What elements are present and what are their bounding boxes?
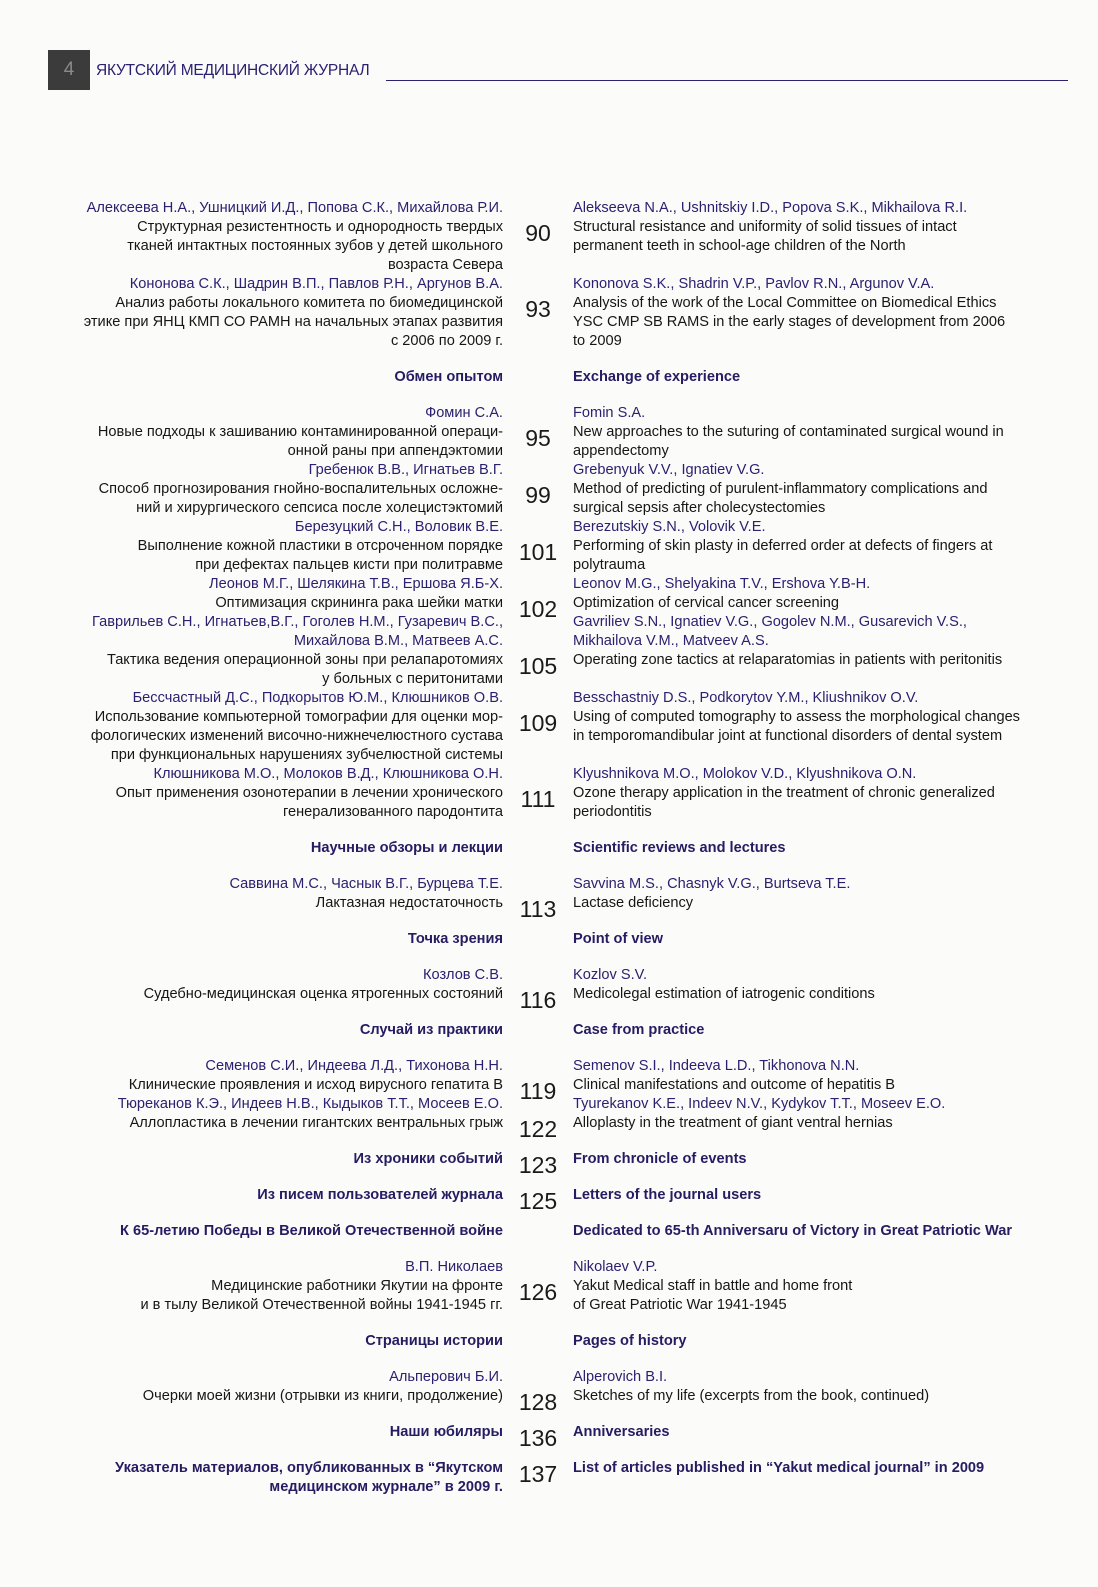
page-ref: 95 (525, 425, 551, 451)
en-heading: Case from practice (573, 1022, 705, 1038)
ru-authors: В.П. Николаев (405, 1259, 503, 1275)
page-number: 4 (48, 50, 90, 90)
en-authors: Nikolaev V.P. (573, 1259, 658, 1275)
page-ref: 111 (520, 786, 556, 812)
ru-authors: Гребенюк В.В., Игнатьев В.Г. (308, 462, 503, 478)
ru-authors: Клюшникова М.О., Молоков В.Д., Клюшникова О.Н. (153, 766, 503, 782)
en-authors: Berezutskiy S.N., Volovik V.E. (573, 519, 766, 535)
page-ref (503, 374, 573, 393)
ru-heading: Наши юбиляры (389, 1424, 503, 1440)
section-heading-row (48, 1423, 1068, 1451)
ru-title: Оптимизация скрининга рака шейки матки (215, 595, 503, 611)
ru-heading: медицинском журнале” в 2009 г. (269, 1479, 503, 1495)
ru-authors: Альперович Б.И. (389, 1369, 503, 1385)
en-title (573, 256, 1068, 275)
section-heading-row (48, 1222, 1068, 1241)
en-heading: List of articles published in “Yakut medical journal” in 2009 (573, 1460, 985, 1476)
ru-title: этике при ЯНЦ КМП СО РАМН на начальных этапах развития (83, 314, 503, 330)
section-heading-row (48, 930, 1068, 949)
ru-title: фологических изменений височно-нижнечелюстного сустава (90, 728, 503, 744)
authors-row (48, 966, 1068, 985)
en-authors: Fomin S.A. (573, 405, 646, 421)
ru-title: при дефектах пальцев кисти при политравме (195, 557, 503, 573)
ru-authors: Семенов С.И., Индеева Л.Д., Тихонова Н.Н. (205, 1058, 503, 1074)
en-title: New approaches to the suturing of contaminated surgical wound in (573, 424, 1004, 440)
en-authors: Grebenyuk V.V., Ignatiev V.G. (573, 462, 765, 478)
page-ref (503, 1228, 573, 1247)
section-heading-row (48, 368, 1068, 387)
ru-title: Выполнение кожной пластики в отсроченном порядке (137, 538, 503, 554)
page-ref (503, 1484, 573, 1503)
en-title (573, 746, 1068, 765)
ru-authors: Козлов С.В. (423, 967, 503, 983)
page-ref: 126 (518, 1279, 558, 1305)
ru-heading: Случай из практики (359, 1022, 503, 1038)
authors-row (48, 875, 1068, 894)
page-ref (503, 262, 573, 281)
en-authors: Mikhailova V.M., Matveev A.S. (573, 633, 769, 649)
en-authors: Savvina M.S., Chasnyk V.G., Burtseva T.E. (573, 876, 851, 892)
ru-title: у больных с перитонитами (322, 671, 503, 687)
page-ref (503, 619, 573, 638)
ru-authors: Алексеева Н.А., Ушницкий И.Д., Попова С.К., Михайлова Р.И. (86, 200, 503, 216)
ru-title: генерализованного пародонтита (282, 804, 503, 820)
en-title: periodontitis (573, 804, 652, 820)
page-ref: 116 (519, 987, 557, 1013)
header-rule (386, 80, 1068, 81)
page-ref: 99 (525, 482, 551, 508)
page-ref: 105 (518, 653, 558, 679)
page-ref: 128 (518, 1389, 558, 1415)
page-ref (503, 936, 573, 955)
en-heading (573, 1478, 1068, 1497)
page-ref (503, 676, 573, 695)
ru-title: возраста Севера (387, 257, 503, 273)
ru-heading: Из писем пользователей журнала (257, 1187, 503, 1203)
section-heading-row (48, 1150, 1068, 1178)
en-authors: Besschastniy D.S., Podkorytov Y.M., Kliushnikov O.V. (573, 690, 919, 706)
ru-title: Опыт применения озонотерапии в лечении хронического (115, 785, 503, 801)
ru-heading: Научные обзоры и лекции (310, 840, 503, 856)
page-ref: 90 (525, 220, 551, 246)
section-heading-row (48, 1021, 1068, 1040)
ru-authors: Бессчастный Д.С., Подкорытов Ю.М., Клюшников О.В. (132, 690, 503, 706)
en-heading: From chronicle of events (573, 1151, 747, 1167)
ru-heading: К 65-летию Победы в Великой Отечественной войне (120, 1223, 503, 1239)
page-ref (503, 319, 573, 338)
page-ref (503, 733, 573, 752)
authors-row (48, 1057, 1068, 1076)
ru-heading: Обмен опытом (394, 369, 503, 385)
ru-authors: Кононова С.К., Шадрин В.П., Павлов Р.Н., Аргунов В.А. (129, 276, 503, 292)
ru-heading: Из хроники событий (353, 1151, 503, 1167)
ru-authors: Березуцкий С.Н., Воловик В.Е. (294, 519, 503, 535)
en-title: appendectomy (573, 443, 669, 459)
en-heading: Dedicated to 65-th Anniversaru of Victory in Great Patriotic War (573, 1223, 1012, 1239)
page-ref (503, 562, 573, 581)
ru-title: Медицинские работники Якутии на фронте (211, 1278, 503, 1294)
en-heading: Letters of the journal users (573, 1187, 762, 1203)
ru-title: тканей интактных постоянных зубов у детей школьного (127, 238, 503, 254)
ru-title: Аллопластика в лечении гигантских вентральных грыж (129, 1115, 503, 1131)
ru-authors: Тюреканов К.Э., Индеев Н.В., Кыдыков Т.Т., Мосеев Е.О. (117, 1096, 503, 1112)
section-heading-row (48, 1186, 1068, 1214)
en-authors: Tyurekanov K.E., Indeev N.V., Kydykov T.T., Moseev E.O. (573, 1096, 946, 1112)
en-authors: Gavriliev S.N., Ignatiev V.G., Gogolev N.M., Gusarevich V.S., (573, 614, 967, 630)
ru-title: при функциональных нарушениях зубчелюстной системы (110, 747, 503, 763)
ru-title: Судебно-медицинская оценка ятрогенных состояний (143, 986, 503, 1002)
ru-title: Использование компьютерной томографии для оценки мор- (94, 709, 503, 725)
page-ref: 137 (518, 1461, 558, 1487)
authors-row (48, 199, 1068, 218)
en-title: permanent teeth in school-age children of the North (573, 238, 906, 254)
en-title: Operating zone tactics at relaparatomias in patients with peritonitis (573, 652, 1003, 668)
en-title: Medicolegal estimation of iatrogenic conditions (573, 986, 875, 1002)
en-authors: Semenov S.I., Indeeva L.D., Tikhonova N.N. (573, 1058, 860, 1074)
page-ref (503, 1027, 573, 1046)
page-ref (503, 338, 573, 357)
en-heading: Anniversaries (573, 1424, 670, 1440)
ru-title: Клинические проявления и исход вирусного гепатита В (128, 1077, 503, 1093)
en-authors: Alekseeva N.A., Ushnitskiy I.D., Popova S.K., Mikhailova R.I. (573, 200, 968, 216)
page-ref (503, 752, 573, 771)
en-title (573, 670, 1068, 689)
page-ref (503, 809, 573, 828)
page-ref (503, 1338, 573, 1357)
ru-title: и в тылу Великой Отечественной войны 1941-1945 гг. (140, 1297, 503, 1313)
page-ref (503, 243, 573, 262)
en-authors: Kononova S.K., Shadrin V.P., Pavlov R.N., Argunov V.A. (573, 276, 935, 292)
en-title: Lactase deficiency (573, 895, 694, 911)
en-title: Using of computed tomography to assess the morphological changes (573, 709, 1020, 725)
ru-authors: Леонов М.Г., Шелякина Т.В., Ершова Я.Б-Х. (209, 576, 503, 592)
en-title: Clinical manifestations and outcome of hepatitis B (573, 1077, 896, 1093)
page-ref (503, 1302, 573, 1321)
page-ref: 136 (518, 1425, 558, 1451)
ru-title: Тактика ведения операционной зоны при релапаротомиях (106, 652, 503, 668)
en-authors: Klyushnikova M.O., Molokov V.D., Klyushnikova O.N. (573, 766, 917, 782)
en-title: Method of predicting of purulent-inflammatory complications and (573, 481, 988, 497)
journal-title: ЯКУТСКИЙ МЕДИЦИНСКИЙ ЖУРНАЛ (96, 62, 370, 79)
en-authors: Leonov M.G., Shelyakina T.V., Ershova Y.B-H. (573, 576, 871, 592)
ru-title: онной раны при аппендэктомии (287, 443, 503, 459)
authors-row (48, 1258, 1068, 1277)
en-title: Structural resistance and uniformity of solid tissues of intact (573, 219, 957, 235)
page-ref: 122 (518, 1116, 558, 1142)
page-ref: 93 (525, 296, 551, 322)
page-ref (503, 448, 573, 467)
page-ref: 101 (518, 539, 558, 565)
en-title: Ozone therapy application in the treatment of chronic generalized (573, 785, 995, 801)
en-title: Yakut Medical staff in battle and home front (573, 1278, 853, 1294)
authors-row (48, 1368, 1068, 1387)
en-title: in temporomandibular joint at functional disorders of dental system (573, 728, 1003, 744)
page-ref: 102 (518, 596, 558, 622)
en-title: Alloplasty in the treatment of giant ventral hernias (573, 1115, 893, 1131)
ru-title: Структурная резистентность и однородность твердых (137, 219, 503, 235)
page-ref: 109 (518, 710, 558, 736)
en-heading: Scientific reviews and lectures (573, 840, 786, 856)
ru-title: Лактазная недостаточность (315, 895, 503, 911)
en-title: surgical sepsis after cholecystectomies (573, 500, 826, 516)
ru-authors: Фомин С.А. (425, 405, 503, 421)
en-title: of Great Patriotic War 1941-1945 (573, 1297, 787, 1313)
ru-authors: Михайлова В.М., Матвеев А.С. (293, 633, 503, 649)
page-ref: 119 (519, 1078, 557, 1104)
section-heading-row (48, 839, 1068, 858)
page-ref: 125 (518, 1188, 558, 1214)
en-heading: Exchange of experience (573, 369, 741, 385)
ru-heading: Страницы истории (365, 1333, 503, 1349)
ru-title: Анализ работы локального комитета по биомедицинской (115, 295, 503, 311)
ru-authors: Гаврильев С.Н., Игнатьев,В.Г., Гоголев Н.М., Гузаревич В.С., (92, 614, 503, 630)
table-of-contents (48, 199, 1068, 1497)
en-heading: Point of view (573, 931, 663, 947)
en-title: Optimization of cervical cancer screening (573, 595, 840, 611)
en-title: Sketches of my life (excerpts from the book, continued) (573, 1388, 930, 1404)
ru-title: Новые подходы к зашиванию контаминированной операци- (97, 424, 503, 440)
section-heading-row (48, 1332, 1068, 1351)
ru-authors: Саввина М.С., Часнык В.Г., Бурцева Т.Е. (229, 876, 503, 892)
en-heading: Pages of history (573, 1333, 687, 1349)
ru-title: с 2006 по 2009 г. (390, 333, 503, 349)
page-ref (503, 845, 573, 864)
running-header (48, 50, 1068, 90)
page-ref: 123 (518, 1152, 558, 1178)
en-authors: Alperovich B.I. (573, 1369, 668, 1385)
en-title: to 2009 (573, 333, 622, 349)
en-authors: Kozlov S.V. (573, 967, 648, 983)
en-title: YSC CMP SB RAMS in the early stages of development from 2006 (573, 314, 1006, 330)
ru-heading: Указатель материалов, опубликованных в “Якутском (115, 1460, 503, 1476)
en-title: Performing of skin plasty in deferred order at defects of fingers at (573, 538, 993, 554)
ru-title: Способ прогнозирования гнойно-воспалительных осложне- (98, 481, 503, 497)
page-ref: 113 (519, 896, 557, 922)
page-ref (503, 505, 573, 524)
en-title: polytrauma (573, 557, 646, 573)
ru-heading: Точка зрения (407, 931, 503, 947)
ru-title: Очерки моей жизни (отрывки из книги, продолжение) (142, 1388, 503, 1404)
en-title: Analysis of the work of the Local Committee on Biomedical Ethics (573, 295, 997, 311)
authors-row (48, 404, 1068, 423)
ru-title: ний и хирургического сепсиса после холецистэктомий (136, 500, 503, 516)
